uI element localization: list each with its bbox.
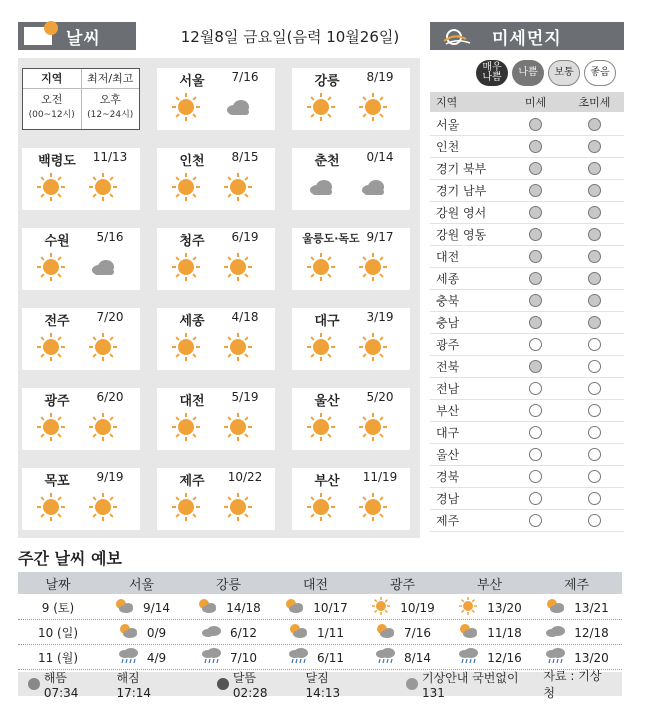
city-temp: 8/15 [231, 150, 259, 164]
city-name: 인천 [179, 154, 205, 169]
rain-icon [287, 647, 309, 668]
dust-row [430, 290, 624, 312]
weekly-cell [359, 597, 446, 618]
dust-row [430, 334, 624, 356]
dust-row [430, 400, 624, 422]
sun-icon [36, 252, 66, 282]
pm10-dot [529, 514, 542, 527]
weekly-row [18, 596, 622, 620]
city-temp: 5/19 [231, 390, 259, 404]
pm25-dot [588, 228, 601, 241]
city-temp: 5/20 [366, 390, 394, 404]
dust-region: 대구 [436, 426, 460, 440]
sun-icon [36, 492, 66, 522]
sun-icon [457, 597, 479, 618]
sun-icon [36, 172, 66, 202]
suncloud-icon [287, 622, 309, 643]
pm10-dot [529, 140, 542, 153]
dust-table-header: 지역 미세 초미세 [430, 92, 624, 112]
pm25-dot [588, 272, 601, 285]
sun-icon [88, 332, 118, 362]
sun-icon [358, 412, 388, 442]
level-good: 좋음 [584, 60, 616, 86]
level-bad: 나쁨 [512, 60, 544, 86]
cloud-icon [306, 172, 336, 202]
weekly-cell [533, 647, 620, 668]
dust-region: 울산 [436, 448, 460, 462]
sun-icon [358, 332, 388, 362]
city-name: 대전 [179, 394, 205, 409]
city-card [22, 308, 140, 370]
sun-icon [223, 172, 253, 202]
weekly-cell [446, 622, 533, 643]
legend-am: 오전 (00~12시) [23, 89, 82, 129]
weekly-temp: 0/9 [146, 625, 167, 640]
dust-level-legend [476, 60, 616, 86]
weekly-temp: 6/11 [317, 650, 344, 665]
legend-region: 지역 [23, 69, 82, 88]
city-temp: 11/19 [362, 470, 398, 484]
city-name: 강릉 [314, 74, 340, 89]
city-name: 청주 [179, 234, 205, 249]
dust-row [430, 114, 624, 136]
dust-title: 미세먼지 [492, 28, 562, 49]
dust-region: 대전 [436, 250, 460, 264]
dust-region: 전북 [436, 360, 460, 374]
dust-region: 인천 [436, 140, 460, 154]
weekly-title: 주간 날씨 예보 [18, 549, 122, 568]
weekly-cell [533, 597, 620, 618]
sun-icon [88, 492, 118, 522]
level-very-bad: 매우 나쁨 [476, 60, 508, 86]
weather-legend [22, 68, 140, 130]
sunrise-icon [28, 678, 40, 690]
weekly-temp: 12/18 [574, 625, 609, 640]
sun-icon [223, 412, 253, 442]
weekly-cell [98, 597, 185, 618]
sun-icon [171, 252, 201, 282]
moon-icon [217, 678, 229, 690]
dust-region: 세종 [436, 272, 460, 286]
city-name: 부산 [314, 474, 340, 489]
weekly-temp: 4/9 [146, 650, 167, 665]
dust-header [430, 22, 624, 50]
city-card [292, 148, 410, 210]
moonset: 달짐 14:13 [305, 670, 341, 700]
suncloud-icon [196, 597, 218, 618]
city-card [22, 468, 140, 530]
weather-logo-icon [24, 27, 52, 45]
city-name: 백령도 [38, 154, 76, 169]
weekly-temp: 13/20 [574, 650, 609, 665]
city-temp: 11/13 [92, 150, 128, 164]
city-name: 춘천 [314, 154, 340, 169]
dust-row [430, 422, 624, 444]
cloud-icon [88, 252, 118, 282]
city-card [292, 68, 410, 130]
pm25-dot [588, 250, 601, 263]
city-card [292, 468, 410, 530]
city-temp: 9/17 [366, 230, 394, 244]
sun-icon [370, 597, 392, 618]
pm25-dot [588, 448, 601, 461]
dust-row [430, 268, 624, 290]
pm10-dot [529, 470, 542, 483]
pm25-dot [588, 514, 601, 527]
dust-region: 경북 [436, 470, 460, 484]
cloud-icon [544, 622, 566, 643]
pm10-dot [529, 492, 542, 505]
pm10-dot [529, 118, 542, 131]
city-temp: 3/19 [366, 310, 394, 324]
pm10-dot [529, 360, 542, 373]
weather-info: 기상안내 국번없이 131 [406, 669, 543, 700]
dust-region: 충북 [436, 294, 460, 308]
city-card [157, 228, 275, 290]
sun-icon [306, 412, 336, 442]
weekly-temp: 14/18 [226, 600, 261, 615]
dust-row [430, 378, 624, 400]
weekly-cell [446, 597, 533, 618]
suncloud-icon [283, 597, 305, 618]
city-temp: 7/16 [231, 70, 259, 84]
pm25-dot [588, 316, 601, 329]
city-name: 울릉도·독도 [302, 232, 360, 245]
city-card [292, 308, 410, 370]
pm10-dot [529, 184, 542, 197]
city-name: 수원 [44, 234, 70, 249]
weekly-cell [272, 622, 359, 643]
weekly-temp: 8/14 [404, 650, 431, 665]
pm10-dot [529, 250, 542, 263]
city-name: 광주 [44, 394, 70, 409]
rain-icon [200, 647, 222, 668]
pm25-dot [588, 338, 601, 351]
pm25-dot [588, 294, 601, 307]
pm10-dot [529, 338, 542, 351]
cloud-icon [223, 92, 253, 122]
dust-region: 강원 영서 [436, 206, 487, 220]
pm10-dot [529, 404, 542, 417]
city-card [157, 68, 275, 130]
dust-row [430, 224, 624, 246]
city-temp: 6/20 [96, 390, 124, 404]
level-normal: 보통 [548, 60, 580, 86]
city-card [157, 468, 275, 530]
pm10-dot [529, 272, 542, 285]
dust-row [430, 488, 624, 510]
dust-row [430, 246, 624, 268]
weekly-cell [446, 647, 533, 668]
source: 자료 : 기상청 [543, 669, 602, 700]
city-temp: 4/18 [231, 310, 259, 324]
weekly-cell [185, 647, 272, 668]
dust-region: 제주 [436, 514, 460, 528]
sun-icon [358, 492, 388, 522]
city-name: 세종 [179, 314, 205, 329]
city-temp: 7/20 [96, 310, 124, 324]
weekly-row [18, 621, 622, 645]
sun-icon [223, 332, 253, 362]
sun-icon [223, 252, 253, 282]
sun-icon [223, 492, 253, 522]
weekly-temp: 7/16 [404, 625, 431, 640]
rain-icon [544, 647, 566, 668]
pm10-dot [529, 382, 542, 395]
suncloud-icon [113, 597, 135, 618]
weekly-temp: 13/21 [574, 600, 609, 615]
pm25-dot [588, 382, 601, 395]
weekly-temp: 10/19 [400, 600, 435, 615]
dust-panel [430, 58, 624, 538]
pm10-dot [529, 426, 542, 439]
dust-region: 경남 [436, 492, 460, 506]
dust-region: 경기 남부 [436, 184, 487, 198]
sun-icon [306, 332, 336, 362]
dust-region: 강원 영동 [436, 228, 487, 242]
sun-icon [306, 492, 336, 522]
moonrise: 달뜸 02:28 [217, 669, 293, 700]
pm25-dot [588, 206, 601, 219]
dust-region: 전남 [436, 382, 460, 396]
dust-row [430, 510, 624, 532]
weekly-temp: 6/12 [230, 625, 257, 640]
weekly-cell [185, 597, 272, 618]
weekly-header: 날짜 서울 강릉 대전 광주 부산 제주 [18, 572, 622, 594]
weekly-date: 11 (월) [37, 651, 79, 665]
sun-icon [171, 492, 201, 522]
city-temp: 0/14 [366, 150, 394, 164]
cloud-icon [200, 622, 222, 643]
city-name: 목포 [44, 474, 70, 489]
dust-row [430, 312, 624, 334]
city-card [292, 388, 410, 450]
dust-row [430, 466, 624, 488]
city-name: 대구 [314, 314, 340, 329]
weekly-temp: 7/10 [230, 650, 257, 665]
pm25-dot [588, 470, 601, 483]
pm25-dot [588, 184, 601, 197]
pm10-dot [529, 228, 542, 241]
pm10-dot [529, 294, 542, 307]
weekly-temp: 13/20 [487, 600, 522, 615]
weekly-temp: 12/16 [487, 650, 522, 665]
pm25-dot [588, 360, 601, 373]
suncloud-icon [544, 597, 566, 618]
weather-title: 날씨 [66, 28, 101, 49]
dust-row [430, 202, 624, 224]
weekly-cell [533, 622, 620, 643]
sun-icon [306, 252, 336, 282]
sunset: 해짐 17:14 [116, 670, 152, 700]
dust-row [430, 158, 624, 180]
sun-icon [358, 92, 388, 122]
weekly-temp: 9/14 [143, 600, 170, 615]
city-card [157, 148, 275, 210]
dust-region: 경기 북부 [436, 162, 487, 176]
pm25-dot [588, 140, 601, 153]
pm25-dot [588, 492, 601, 505]
pm10-dot [529, 206, 542, 219]
sun-icon [171, 172, 201, 202]
city-name: 전주 [44, 314, 70, 329]
sun-icon [358, 252, 388, 282]
rain-icon [117, 647, 139, 668]
weekly-date: 10 (일) [37, 626, 79, 640]
weekly-cell [272, 597, 359, 618]
weekly-row [18, 646, 622, 670]
sun-icon [88, 412, 118, 442]
city-card [292, 228, 410, 290]
city-card [22, 228, 140, 290]
sun-icon [306, 92, 336, 122]
city-temp: 8/19 [366, 70, 394, 84]
sunrise: 해뜸 07:34 [28, 669, 104, 700]
weekly-cell [359, 647, 446, 668]
sun-icon [171, 412, 201, 442]
weekly-cell [98, 647, 185, 668]
weekly-temp: 11/18 [487, 625, 522, 640]
city-card [157, 388, 275, 450]
dust-region: 부산 [436, 404, 460, 418]
suncloud-icon [374, 622, 396, 643]
dust-logo-icon [440, 25, 474, 47]
city-temp: 6/19 [231, 230, 259, 244]
pm10-dot [529, 162, 542, 175]
weather-header [18, 22, 136, 50]
rain-icon [374, 647, 396, 668]
city-name: 제주 [179, 474, 205, 489]
pm25-dot [588, 426, 601, 439]
weekly-cell [272, 647, 359, 668]
pm25-dot [588, 118, 601, 131]
rain-icon [457, 647, 479, 668]
weekly-date: 9 (토) [41, 601, 75, 615]
suncloud-icon [117, 622, 139, 643]
pm10-dot [529, 448, 542, 461]
date-line: 12월8일 금요일(음력 10월26일) [180, 28, 400, 46]
weekly-cell [359, 622, 446, 643]
weekly-cell [98, 622, 185, 643]
dust-row [430, 180, 624, 202]
cloud-icon [358, 172, 388, 202]
weekly-cell [185, 622, 272, 643]
city-temp: 9/19 [96, 470, 124, 484]
footer-bar [18, 669, 622, 700]
sun-icon [171, 92, 201, 122]
dust-region: 광주 [436, 338, 460, 352]
city-card [22, 388, 140, 450]
dust-region: 충남 [436, 316, 460, 330]
city-temp: 5/16 [96, 230, 124, 244]
sun-icon [171, 332, 201, 362]
sun-icon [88, 172, 118, 202]
pm25-dot [588, 404, 601, 417]
dust-region: 서울 [436, 118, 460, 132]
legend-pm: 오후 (12~24시) [87, 93, 134, 120]
dust-row [430, 444, 624, 466]
dust-row [430, 356, 624, 378]
legend-minmax: 최저/최고 [87, 72, 134, 85]
city-name: 서울 [179, 74, 205, 89]
phone-icon [406, 678, 418, 690]
weather-grid [18, 58, 420, 538]
city-card [22, 148, 140, 210]
city-temp: 10/22 [227, 470, 263, 484]
dust-row [430, 136, 624, 158]
weekly-temp: 10/17 [313, 600, 348, 615]
sun-icon [36, 332, 66, 362]
pm10-dot [529, 316, 542, 329]
suncloud-icon [457, 622, 479, 643]
city-name: 울산 [314, 394, 340, 409]
weekly-temp: 1/11 [317, 625, 344, 640]
pm25-dot [588, 162, 601, 175]
sun-icon [36, 412, 66, 442]
city-card [157, 308, 275, 370]
